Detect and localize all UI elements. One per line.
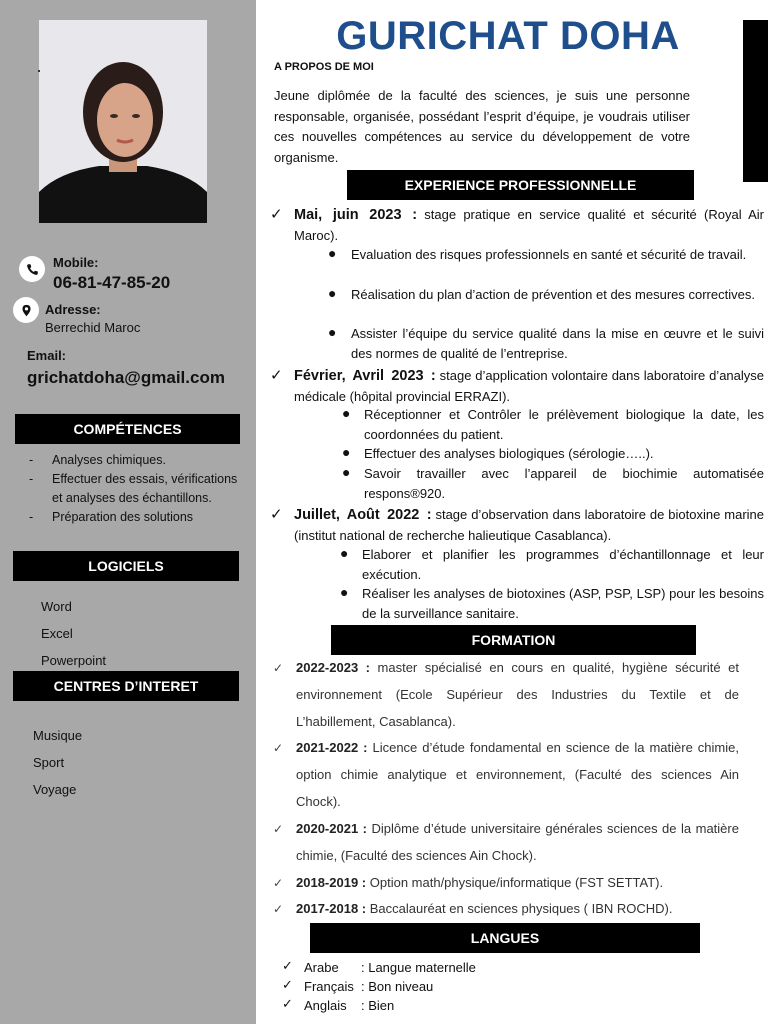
address-value: Berrechid Maroc bbox=[45, 320, 141, 335]
email-label: Email: bbox=[27, 348, 67, 363]
formation-text: Baccalauréat en sciences physiques ( IBN ROCHD). bbox=[369, 901, 673, 916]
bullet-icon: ● bbox=[328, 285, 337, 301]
experience-bullet: Réaliser les analyses de biotoxines (ASP, PSP, LSP) pour les besoins de la surveillance sanitaire. bbox=[362, 586, 764, 621]
formation-text: Licence d’étude fondamental en science de la matière chimie, option chimie analytique et environnement, (Faculté des sciences Ain Chock). bbox=[296, 740, 739, 809]
formation-years: 2018-2019 : bbox=[296, 875, 367, 890]
formation-item bbox=[296, 896, 739, 923]
formation-years: 2020-2021 : bbox=[296, 821, 367, 836]
candidate-name: GURICHAT DOHA bbox=[336, 14, 680, 58]
bullet-icon: ● bbox=[340, 545, 349, 561]
profile-photo bbox=[39, 20, 207, 223]
dot-mark bbox=[38, 70, 40, 72]
list-item: Sport bbox=[33, 755, 65, 770]
formation-item bbox=[296, 655, 739, 735]
list-item: Word bbox=[41, 599, 72, 614]
experience-bullet: Réalisation du plan d’action de prévention et des mesures correctives. bbox=[351, 287, 755, 302]
bullet-icon: ● bbox=[340, 584, 349, 600]
software-list bbox=[41, 593, 106, 674]
formation-years: 2022-2023 : bbox=[296, 660, 371, 675]
check-icon: ✓ bbox=[282, 958, 293, 973]
bullet-icon: ● bbox=[328, 324, 337, 340]
email-value[interactable]: grichatdoha@gmail.com bbox=[27, 368, 225, 387]
skills-header: COMPÉTENCES bbox=[15, 414, 240, 444]
phone-icon bbox=[19, 256, 45, 282]
check-icon: ✓ bbox=[270, 367, 283, 384]
software-header: LOGICIELS bbox=[13, 551, 239, 581]
experience-item bbox=[294, 205, 764, 245]
languages-header: LANGUES bbox=[310, 923, 700, 953]
language-name: Français bbox=[304, 979, 354, 994]
formation-item bbox=[296, 870, 739, 897]
language-level: : Langue maternelle bbox=[361, 960, 476, 975]
list-item: - Préparation des solutions bbox=[27, 508, 242, 527]
check-icon: ✓ bbox=[273, 822, 284, 836]
check-icon: ✓ bbox=[282, 977, 293, 992]
check-icon: ✓ bbox=[273, 902, 284, 916]
language-level: : Bien bbox=[361, 998, 395, 1013]
check-icon: ✓ bbox=[273, 876, 284, 890]
check-icon: ✓ bbox=[270, 206, 283, 223]
experience-bullet: Assister l’équipe du service qualité dans la mise en œuvre et le suivi des normes de qualité de l’entreprise. bbox=[351, 326, 764, 361]
check-icon: ✓ bbox=[273, 741, 284, 755]
formation-item bbox=[296, 735, 739, 815]
check-icon: ✓ bbox=[270, 506, 283, 523]
list-item: Voyage bbox=[33, 782, 77, 797]
check-icon: ✓ bbox=[273, 661, 284, 675]
formation-text: Option math/physique/informatique (FST SETTAT). bbox=[369, 875, 664, 890]
address-label: Adresse: bbox=[45, 302, 101, 317]
bullet-icon: ● bbox=[342, 464, 351, 480]
language-name: Anglais bbox=[304, 998, 347, 1013]
interests-list bbox=[33, 722, 82, 803]
experience-header: EXPERIENCE PROFESSIONNELLE bbox=[347, 170, 694, 200]
formation-text: Diplôme d’étude universitaire générales sciences de la matière chimie, (Faculté des sciences Ain Chock). bbox=[296, 821, 739, 863]
about-text: Jeune diplômée de la faculté des sciences, je suis une personne responsable, organisée, possédant l’esprit d’équipe, je voudrais utiliser ces nouvelles compétences au service du développement de votre organisme. bbox=[274, 88, 690, 165]
bullet-icon: ● bbox=[342, 405, 351, 421]
decorative-bar bbox=[743, 20, 768, 182]
list-item: Powerpoint bbox=[41, 653, 107, 668]
formation-header: FORMATION bbox=[331, 625, 696, 655]
experience-text: stage d’application volontaire dans laboratoire d’analyse médicale (hôpital provincial ERRAZI). bbox=[294, 368, 764, 404]
experience-date: Juillet, Août 2022 : bbox=[294, 507, 432, 523]
experience-item bbox=[294, 505, 764, 545]
formation-item bbox=[296, 816, 739, 870]
formation-years: 2021-2022 : bbox=[296, 740, 368, 755]
skills-list bbox=[27, 451, 242, 527]
experience-date: Février, Avril 2023 : bbox=[294, 368, 436, 384]
bullet-icon: ● bbox=[328, 245, 337, 261]
mobile-label: Mobile: bbox=[53, 255, 99, 270]
interests-header: CENTRES D’INTERET bbox=[13, 671, 239, 701]
about-title: A PROPOS DE MOI bbox=[274, 61, 374, 73]
experience-bullet: Réceptionner et Contrôler le prélèvement biologique la date, les coordonnées du patient. bbox=[364, 407, 764, 442]
formation-years: 2017-2018 : bbox=[296, 901, 367, 916]
experience-text: stage d’observation dans laboratoire de biotoxine marine (institut national de recherche halieutique Casablanca). bbox=[294, 507, 765, 543]
bullet-icon: ● bbox=[342, 444, 351, 460]
mobile-value: 06-81-47-85-20 bbox=[53, 273, 171, 292]
location-pin-icon bbox=[13, 297, 39, 323]
experience-bullet: Savoir travailler avec l’appareil de biochimie automatisée respons®920. bbox=[364, 466, 764, 501]
experience-bullet: Evaluation des risques professionnels en santé et sécurité de travail. bbox=[351, 247, 747, 262]
experience-bullet: Effectuer des analyses biologiques (sérologie…..). bbox=[364, 446, 654, 461]
list-item: - Effectuer des essais, vérifications et analyses des échantillons. bbox=[27, 470, 242, 508]
language-level: : Bon niveau bbox=[361, 979, 434, 994]
formation-text: master spécialisé en cours en qualité, hygiène sécurité et environnement (Ecole Supérieur des Industries du Textile et de L’habillement, Casablanca). bbox=[296, 660, 739, 729]
list-item: - Analyses chimiques. bbox=[27, 451, 242, 470]
experience-item bbox=[294, 366, 764, 406]
language-name: Arabe bbox=[304, 960, 339, 975]
list-item: Musique bbox=[33, 728, 83, 743]
experience-date: Mai, juin 2023 : bbox=[294, 207, 418, 223]
check-icon: ✓ bbox=[282, 996, 293, 1011]
experience-bullet: Elaborer et planifier les programmes d’échantillonnage et leur exécution. bbox=[362, 547, 764, 582]
experience-text: stage pratique en service qualité et sécurité (Royal Air Maroc). bbox=[294, 207, 764, 243]
list-item: Excel bbox=[41, 626, 73, 641]
